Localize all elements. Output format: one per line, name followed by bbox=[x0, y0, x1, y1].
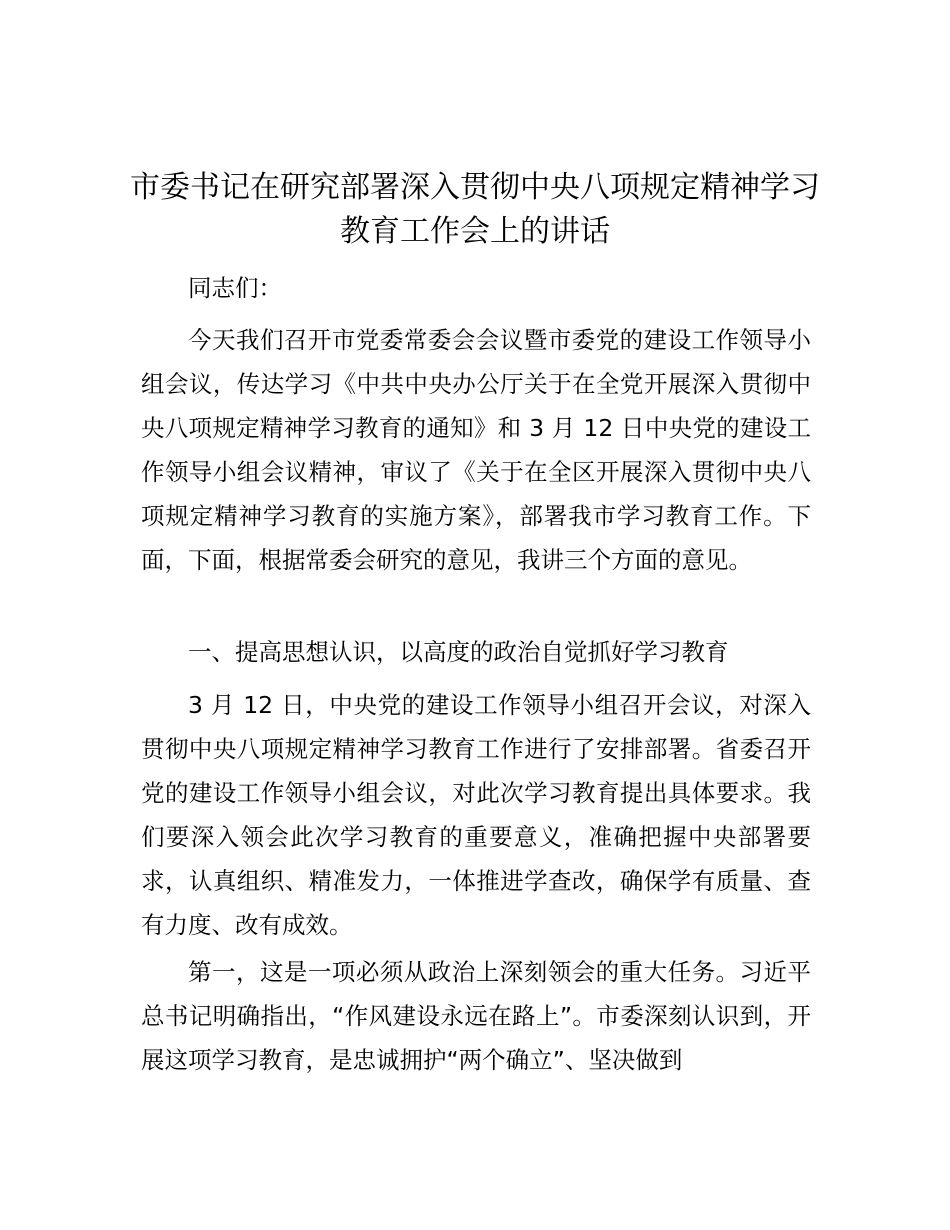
document-title: 市委书记在研究部署深入贯彻中央八项规定精神学习教育工作会上的讲话 bbox=[130, 170, 820, 249]
paragraph-first-point: 第一，这是一项必须从政治上深刻领会的重大任务。习近平总书记明确指出，“作风建设永远在路上”。市委深刻认识到，开展这项学习教育，是忠诚拥护“两个确立”、坚决做到 bbox=[141, 958, 811, 1074]
greeting: 同志们： bbox=[188, 274, 282, 302]
section-heading-1: 一、提高思想认识，以高度的政治自觉抓好学习教育 bbox=[188, 638, 729, 666]
paragraph-intro: 今天我们召开市党委常委会会议暨市委党的建设工作领导小组会议，传达学习《中共中央办公厅关于在全党开展深入贯彻中央八项规定精神学习教育的通知》和 3 月 12 日中央党的建设工作领导小组会议精神，审议了《关于在全区开展深入贯彻中央八项规定精神学习教育的实施方案》，部署我市学习教育工作。下面，下面，根据常委会研究的意见，我讲三个方面的意见。 bbox=[141, 326, 811, 574]
paragraph-section-1: 3 月 12 日，中央党的建设工作领导小组召开会议，对深入贯彻中央八项规定精神学习教育工作进行了安排部署。省委召开党的建设工作领导小组会议，对此次学习教育提出具体要求。我们要深入领会此次学习教育的重要意义，准确把握中央部署要求，认真组织、精准发力，一体推进学查改，确保学有质量、查有力度、改有成效。 bbox=[141, 691, 811, 939]
